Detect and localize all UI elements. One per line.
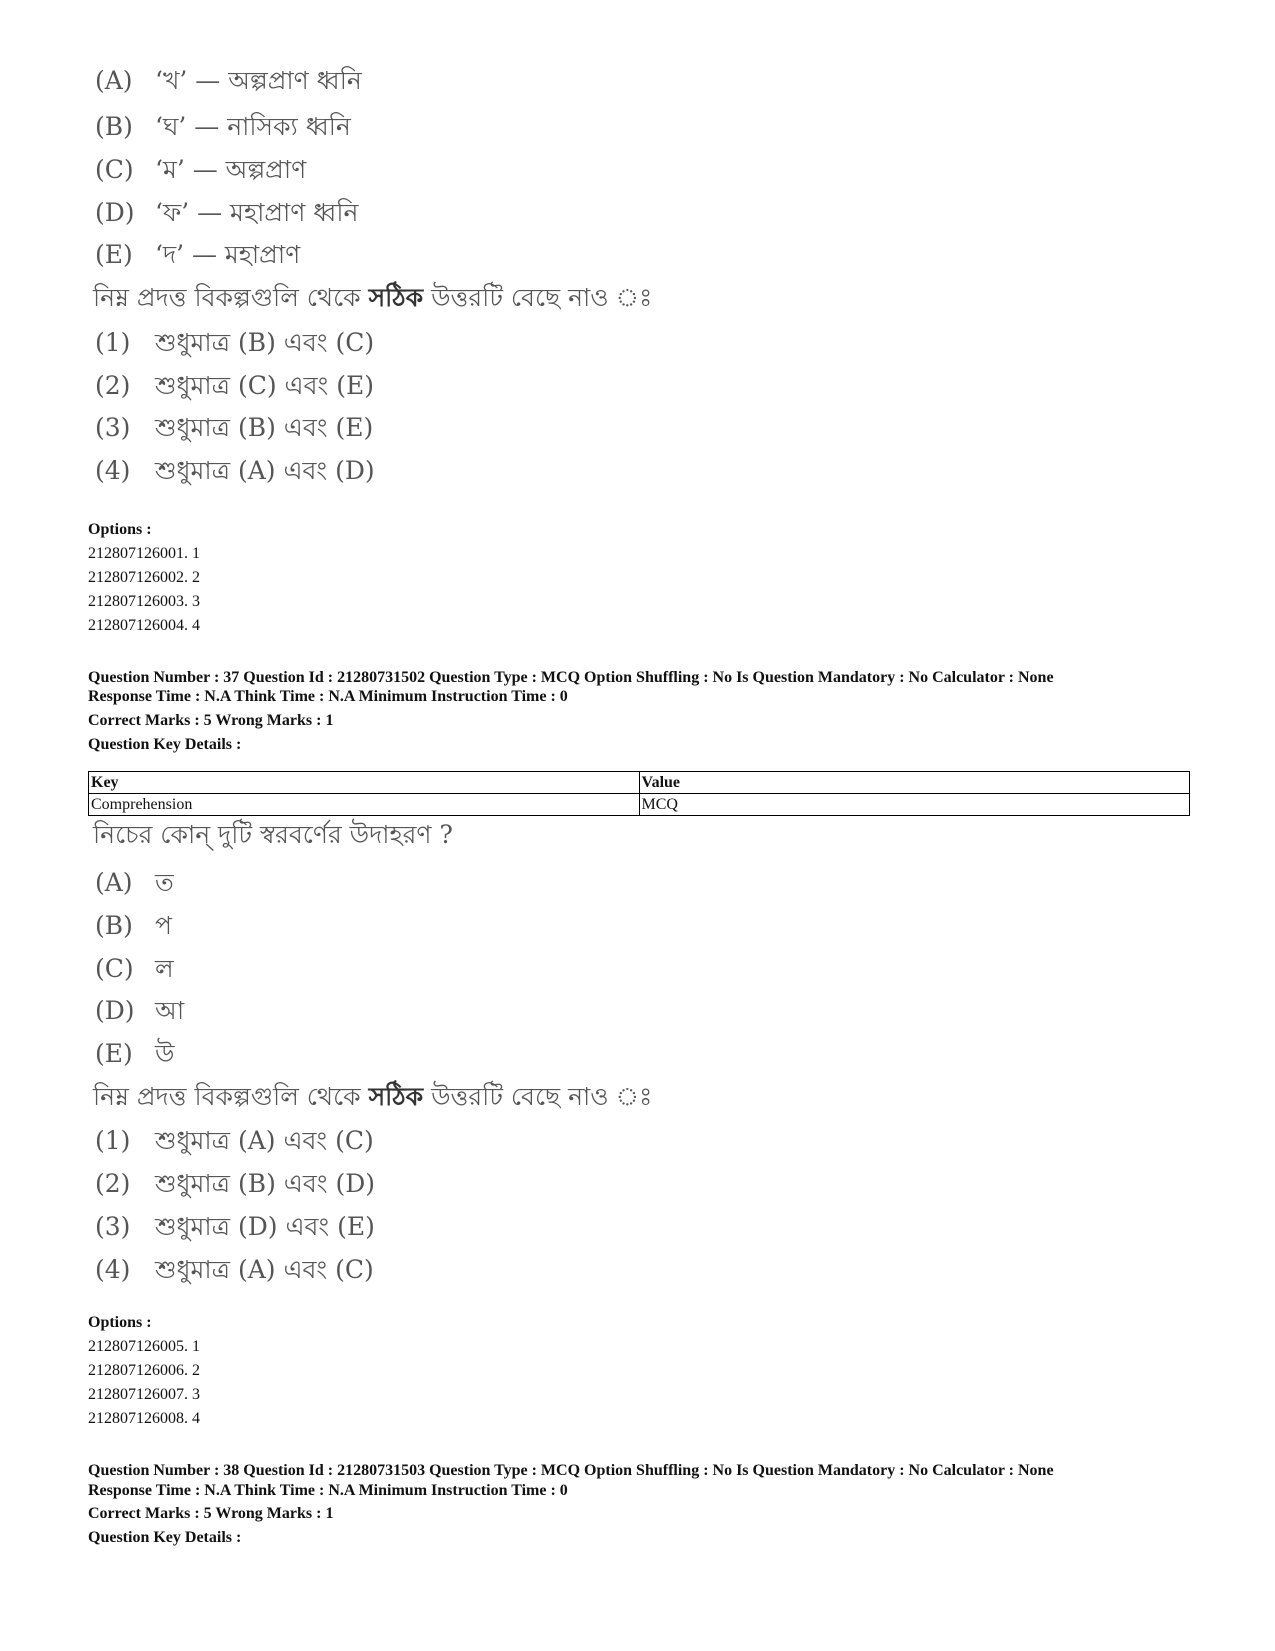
table-header-value: Value [639, 772, 1190, 794]
choice-2: (2) শুধুমাত্র (B) এবং (D) [95, 1169, 375, 1198]
q37-option-1: 212807126005. 1 [88, 1338, 200, 1355]
statement-c: (C) ‘ম’ — অল্পপ্রাণ [95, 155, 307, 184]
statement-b: (B) প [95, 911, 172, 940]
q38-header-line1: Question Number : 38 Question Id : 21280731503 Question Type : MCQ Option Shuffling : No Is Question Mandatory : No Calculator : None [88, 1462, 1054, 1479]
table-header-row [89, 772, 1190, 794]
table-cell-key: Comprehension [89, 794, 640, 816]
q37-option-2: 212807126006. 2 [88, 1362, 200, 1379]
q36-option-3: 212807126003. 3 [88, 593, 200, 610]
q37-marks: Correct Marks : 5 Wrong Marks : 1 [88, 712, 334, 729]
choice-1: (1) শুধুমাত্র (A) এবং (C) [95, 1126, 374, 1155]
q38-marks: Correct Marks : 5 Wrong Marks : 1 [88, 1505, 334, 1522]
q37-option-4: 212807126008. 4 [88, 1410, 200, 1427]
statement-e: (E) ‘দ’ — মহাপ্রাণ [95, 240, 301, 269]
statement-d: (D) আ [95, 996, 185, 1025]
instruction-text: নিম্ন প্রদত্ত বিকল্পগুলি থেকে সঠিক উত্তরটি বেছে নাও ঃ [93, 283, 653, 312]
choice-2: (2) শুধুমাত্র (C) এবং (E) [95, 371, 374, 400]
table-header-key: Key [89, 772, 640, 794]
statement-a: (A) ত [95, 868, 174, 897]
q37-header-line2: Response Time : N.A Think Time : N.A Minimum Instruction Time : 0 [88, 688, 568, 705]
q36-option-1: 212807126001. 1 [88, 545, 200, 562]
q37-option-3: 212807126007. 3 [88, 1386, 200, 1403]
statement-d: (D) ‘ফ’ — মহাপ্রাণ ধ্বনি [95, 198, 359, 227]
q36-option-4: 212807126004. 4 [88, 617, 200, 634]
instruction-text: নিম্ন প্রদত্ত বিকল্পগুলি থেকে সঠিক উত্তরটি বেছে নাও ঃ [93, 1082, 653, 1111]
q37-header-line1: Question Number : 37 Question Id : 21280731502 Question Type : MCQ Option Shuffling : No Is Question Mandatory : No Calculator : None [88, 669, 1054, 686]
q36-options-heading: Options : [88, 521, 152, 538]
choice-4: (4) শুধুমাত্র (A) এবং (C) [95, 1255, 374, 1284]
q37-key-table [88, 771, 1190, 816]
statement-a: (A) ‘খ’ — অল্পপ্রাণ ধ্বনি [95, 66, 362, 95]
q37-options-heading: Options : [88, 1314, 152, 1331]
q38-key-details-label: Question Key Details : [88, 1529, 242, 1546]
choice-3: (3) শুধুমাত্র (B) এবং (E) [95, 413, 374, 442]
statement-e: (E) উ [95, 1039, 175, 1068]
choice-4: (4) শুধুমাত্র (A) এবং (D) [95, 456, 375, 485]
q36-option-2: 212807126002. 2 [88, 569, 200, 586]
table-row [89, 794, 1190, 816]
question-stem: নিচের কোন্ দুটি স্বরবর্ণের উদাহরণ ? [93, 820, 453, 849]
statement-c: (C) ল [95, 954, 174, 983]
statement-b: (B) ‘ঘ’ — নাসিক্য ধ্বনি [95, 112, 351, 141]
choice-1: (1) শুধুমাত্র (B) এবং (C) [95, 328, 375, 357]
table-cell-value: MCQ [639, 794, 1190, 816]
q38-header-line2: Response Time : N.A Think Time : N.A Minimum Instruction Time : 0 [88, 1482, 568, 1499]
q37-key-details-label: Question Key Details : [88, 736, 242, 753]
choice-3: (3) শুধুমাত্র (D) এবং (E) [95, 1212, 375, 1241]
